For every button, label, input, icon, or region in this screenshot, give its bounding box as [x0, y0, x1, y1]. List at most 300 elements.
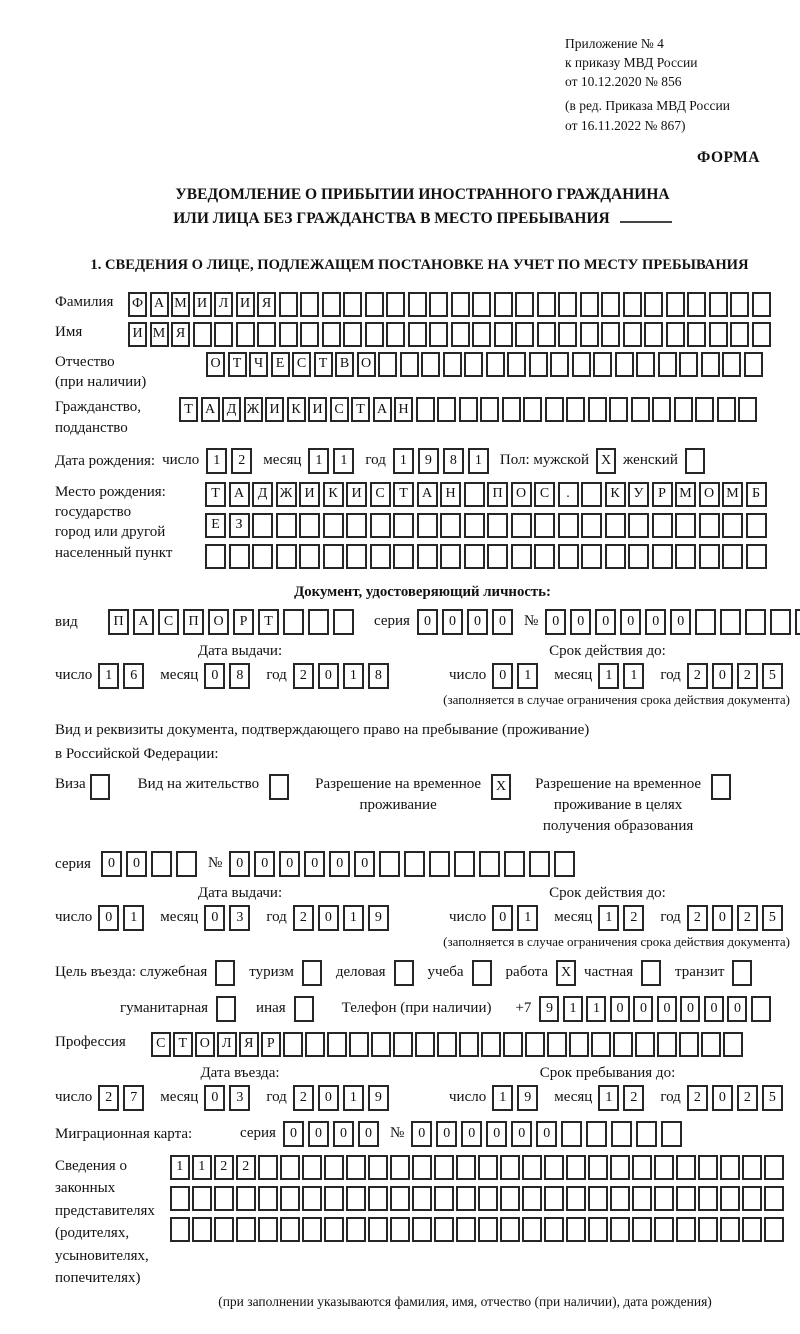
birth-place-boxes-row1-cell[interactable]: Ж: [276, 482, 297, 507]
profession-boxes-cell[interactable]: [635, 1032, 655, 1057]
birth-year-boxes-cell[interactable]: 1: [393, 448, 414, 474]
representatives-boxes-row3-cell[interactable]: [192, 1217, 212, 1242]
representatives-boxes-row1-cell[interactable]: [742, 1155, 762, 1180]
representatives-boxes-row3-cell[interactable]: [588, 1217, 608, 1242]
representatives-boxes-row3-cell[interactable]: [280, 1217, 300, 1242]
given-name-boxes-cell[interactable]: [494, 322, 513, 347]
representatives-boxes-row2-cell[interactable]: [566, 1186, 586, 1211]
birth-place-boxes-row1-cell[interactable]: Т: [393, 482, 414, 507]
surname-boxes-cell[interactable]: [515, 292, 534, 317]
given-name-boxes-cell[interactable]: [709, 322, 728, 347]
doc-kind-boxes-cell[interactable]: П: [183, 609, 204, 635]
doc-issue-year-boxes-cell[interactable]: 2: [293, 663, 314, 689]
given-name-boxes-cell[interactable]: [236, 322, 255, 347]
profession-boxes-cell[interactable]: О: [195, 1032, 215, 1057]
patronymic-boxes-cell[interactable]: [507, 352, 526, 377]
representatives-boxes-row3-cell[interactable]: [170, 1217, 190, 1242]
birth-place-boxes-row3-cell[interactable]: [534, 544, 555, 569]
purpose-humanitarian-checkbox-cell[interactable]: [216, 996, 236, 1022]
citizenship-boxes-cell[interactable]: Т: [179, 397, 198, 422]
birth-place-boxes-row3-cell[interactable]: [440, 544, 461, 569]
stay-year-boxes-cell[interactable]: 5: [762, 1085, 783, 1111]
phone-boxes-cell[interactable]: 0: [633, 996, 653, 1022]
surname-boxes-cell[interactable]: [408, 292, 427, 317]
stay-day-boxes-cell[interactable]: 9: [517, 1085, 538, 1111]
profession-boxes-cell[interactable]: [547, 1032, 567, 1057]
residence-number-boxes-cell[interactable]: [429, 851, 450, 877]
residence-valid-day-boxes-cell[interactable]: 0: [492, 905, 513, 931]
representatives-boxes-row1-cell[interactable]: [412, 1155, 432, 1180]
representatives-boxes-row3-cell[interactable]: [434, 1217, 454, 1242]
birth-place-boxes-row3-cell[interactable]: [652, 544, 673, 569]
doc-issue-day-boxes-cell[interactable]: 6: [123, 663, 144, 689]
patronymic-boxes-cell[interactable]: С: [292, 352, 311, 377]
given-name-boxes-cell[interactable]: И: [128, 322, 147, 347]
birth-place-boxes-row2-cell[interactable]: [558, 513, 579, 538]
citizenship-boxes-cell[interactable]: [437, 397, 456, 422]
given-name-boxes-cell[interactable]: [300, 322, 319, 347]
birth-place-boxes-row1-cell[interactable]: О: [699, 482, 720, 507]
citizenship-boxes-cell[interactable]: А: [373, 397, 392, 422]
profession-boxes-cell[interactable]: [679, 1032, 699, 1057]
doc-number-boxes-cell[interactable]: 0: [620, 609, 641, 635]
birth-place-boxes-row1-cell[interactable]: Б: [746, 482, 767, 507]
migration-number-boxes-cell[interactable]: 0: [511, 1121, 532, 1147]
profession-boxes-cell[interactable]: С: [151, 1032, 171, 1057]
doc-issue-day-boxes-cell[interactable]: 1: [98, 663, 119, 689]
phone-boxes-cell[interactable]: [751, 996, 771, 1022]
representatives-boxes-row3-cell[interactable]: [566, 1217, 586, 1242]
given-name-boxes-cell[interactable]: [429, 322, 448, 347]
doc-series-boxes-cell[interactable]: 0: [417, 609, 438, 635]
birth-year-boxes-cell[interactable]: 9: [418, 448, 439, 474]
citizenship-boxes-cell[interactable]: Т: [351, 397, 370, 422]
sex-male-checkbox-cell[interactable]: X: [596, 448, 616, 474]
option-residence-permit-checkbox-cell[interactable]: [269, 774, 289, 800]
birth-day-boxes-cell[interactable]: 2: [231, 448, 252, 474]
birth-place-boxes-row2-cell[interactable]: [299, 513, 320, 538]
birth-place-boxes-row1-cell[interactable]: У: [628, 482, 649, 507]
birth-place-boxes-row1-cell[interactable]: С: [370, 482, 391, 507]
given-name-boxes-cell[interactable]: [623, 322, 642, 347]
phone-boxes-cell[interactable]: 0: [680, 996, 700, 1022]
representatives-boxes-row1-cell[interactable]: [456, 1155, 476, 1180]
residence-number-boxes-cell[interactable]: [504, 851, 525, 877]
birth-place-boxes-row3-cell[interactable]: [628, 544, 649, 569]
doc-valid-year-boxes-cell[interactable]: 2: [687, 663, 708, 689]
surname-boxes-cell[interactable]: Л: [214, 292, 233, 317]
residence-number-boxes-cell[interactable]: 0: [329, 851, 350, 877]
stay-day-boxes-cell[interactable]: 1: [492, 1085, 513, 1111]
patronymic-boxes-cell[interactable]: [701, 352, 720, 377]
representatives-boxes-row1-cell[interactable]: 2: [236, 1155, 256, 1180]
representatives-boxes-row2-cell[interactable]: [346, 1186, 366, 1211]
doc-kind-boxes-cell[interactable]: П: [108, 609, 129, 635]
birth-month-boxes-cell[interactable]: 1: [333, 448, 354, 474]
patronymic-boxes-cell[interactable]: [658, 352, 677, 377]
entry-year-boxes-cell[interactable]: 0: [318, 1085, 339, 1111]
representatives-boxes-row1-cell[interactable]: [302, 1155, 322, 1180]
representatives-boxes-row1-cell[interactable]: [632, 1155, 652, 1180]
birth-place-boxes-row3-cell[interactable]: [511, 544, 532, 569]
doc-number-boxes-cell[interactable]: [695, 609, 716, 635]
birth-place-boxes-row2-cell[interactable]: [699, 513, 720, 538]
migration-series-boxes-cell[interactable]: 0: [333, 1121, 354, 1147]
residence-number-boxes-cell[interactable]: [379, 851, 400, 877]
birth-place-boxes-row1-cell[interactable]: П: [487, 482, 508, 507]
birth-place-boxes-row1-cell[interactable]: Т: [205, 482, 226, 507]
representatives-boxes-row3-cell[interactable]: [412, 1217, 432, 1242]
residence-issue-day-boxes-cell[interactable]: 0: [98, 905, 119, 931]
surname-boxes-cell[interactable]: [730, 292, 749, 317]
profession-boxes-cell[interactable]: [327, 1032, 347, 1057]
residence-valid-year-boxes-cell[interactable]: 2: [737, 905, 758, 931]
birth-place-boxes-row1-cell[interactable]: А: [417, 482, 438, 507]
profession-boxes-cell[interactable]: [569, 1032, 589, 1057]
surname-boxes-cell[interactable]: [472, 292, 491, 317]
sex-female-checkbox-cell[interactable]: [685, 448, 705, 474]
migration-number-boxes-cell[interactable]: 0: [411, 1121, 432, 1147]
citizenship-boxes-cell[interactable]: [480, 397, 499, 422]
doc-number-boxes-cell[interactable]: [770, 609, 791, 635]
entry-day-boxes-cell[interactable]: 2: [98, 1085, 119, 1111]
patronymic-boxes-cell[interactable]: Е: [271, 352, 290, 377]
birth-place-boxes-row2-cell[interactable]: [722, 513, 743, 538]
doc-kind-boxes-cell[interactable]: О: [208, 609, 229, 635]
doc-number-boxes-cell[interactable]: 0: [545, 609, 566, 635]
citizenship-boxes-cell[interactable]: [545, 397, 564, 422]
representatives-boxes-row3-cell[interactable]: [742, 1217, 762, 1242]
representatives-boxes-row2-cell[interactable]: [324, 1186, 344, 1211]
representatives-boxes-row3-cell[interactable]: [390, 1217, 410, 1242]
residence-valid-month-boxes-cell[interactable]: 2: [623, 905, 644, 931]
profession-boxes-cell[interactable]: [481, 1032, 501, 1057]
birth-place-boxes-row1-cell[interactable]: [464, 482, 485, 507]
doc-issue-year-boxes-cell[interactable]: 1: [343, 663, 364, 689]
phone-boxes-cell[interactable]: 9: [539, 996, 559, 1022]
doc-valid-month-boxes-cell[interactable]: 1: [623, 663, 644, 689]
birth-place-boxes-row1-cell[interactable]: .: [558, 482, 579, 507]
citizenship-boxes-cell[interactable]: [588, 397, 607, 422]
citizenship-boxes-cell[interactable]: С: [330, 397, 349, 422]
representatives-boxes-row1-cell[interactable]: 1: [192, 1155, 212, 1180]
profession-boxes-cell[interactable]: [591, 1032, 611, 1057]
representatives-boxes-row1-cell[interactable]: [764, 1155, 784, 1180]
birth-place-boxes-row3-cell[interactable]: [605, 544, 626, 569]
doc-series-boxes-cell[interactable]: 0: [442, 609, 463, 635]
representatives-boxes-row3-cell[interactable]: [654, 1217, 674, 1242]
birth-day-boxes-cell[interactable]: 1: [206, 448, 227, 474]
given-name-boxes-cell[interactable]: М: [150, 322, 169, 347]
citizenship-boxes-cell[interactable]: [717, 397, 736, 422]
residence-valid-year-boxes-cell[interactable]: 2: [687, 905, 708, 931]
representatives-boxes-row2-cell[interactable]: [698, 1186, 718, 1211]
birth-place-boxes-row2-cell[interactable]: [252, 513, 273, 538]
representatives-boxes-row1-cell[interactable]: [720, 1155, 740, 1180]
patronymic-boxes-cell[interactable]: [615, 352, 634, 377]
representatives-boxes-row2-cell[interactable]: [522, 1186, 542, 1211]
citizenship-boxes-cell[interactable]: [502, 397, 521, 422]
surname-boxes-cell[interactable]: И: [236, 292, 255, 317]
surname-boxes-cell[interactable]: [537, 292, 556, 317]
given-name-boxes-cell[interactable]: [193, 322, 212, 347]
phone-boxes-cell[interactable]: 0: [657, 996, 677, 1022]
birth-place-boxes-row2-cell[interactable]: [370, 513, 391, 538]
given-name-boxes-cell[interactable]: [601, 322, 620, 347]
doc-number-boxes-cell[interactable]: [795, 609, 800, 635]
patronymic-boxes-cell[interactable]: [400, 352, 419, 377]
representatives-boxes-row2-cell[interactable]: [632, 1186, 652, 1211]
representatives-boxes-row1-cell[interactable]: [390, 1155, 410, 1180]
phone-boxes-cell[interactable]: 0: [610, 996, 630, 1022]
profession-boxes-cell[interactable]: [503, 1032, 523, 1057]
profession-boxes-cell[interactable]: Т: [173, 1032, 193, 1057]
citizenship-boxes-cell[interactable]: [416, 397, 435, 422]
citizenship-boxes-cell[interactable]: Н: [394, 397, 413, 422]
birth-place-boxes-row2-cell[interactable]: [440, 513, 461, 538]
doc-valid-day-boxes-cell[interactable]: 0: [492, 663, 513, 689]
given-name-boxes-cell[interactable]: [730, 322, 749, 347]
entry-year-boxes-cell[interactable]: 2: [293, 1085, 314, 1111]
citizenship-boxes-cell[interactable]: Ж: [244, 397, 263, 422]
patronymic-boxes-cell[interactable]: [722, 352, 741, 377]
patronymic-boxes-cell[interactable]: О: [206, 352, 225, 377]
residence-number-boxes-cell[interactable]: 0: [304, 851, 325, 877]
profession-boxes-cell[interactable]: Я: [239, 1032, 259, 1057]
representatives-boxes-row3-cell[interactable]: [346, 1217, 366, 1242]
representatives-boxes-row1-cell[interactable]: [676, 1155, 696, 1180]
surname-boxes-cell[interactable]: [322, 292, 341, 317]
birth-place-boxes-row3-cell[interactable]: [393, 544, 414, 569]
patronymic-boxes-cell[interactable]: Т: [228, 352, 247, 377]
surname-boxes-cell[interactable]: Я: [257, 292, 276, 317]
profession-boxes-cell[interactable]: Л: [217, 1032, 237, 1057]
residence-number-boxes-cell[interactable]: 0: [279, 851, 300, 877]
residence-issue-year-boxes-cell[interactable]: 9: [368, 905, 389, 931]
purpose-work-checkbox-cell[interactable]: X: [556, 960, 576, 986]
doc-valid-day-boxes-cell[interactable]: 1: [517, 663, 538, 689]
stay-month-boxes-cell[interactable]: 2: [623, 1085, 644, 1111]
residence-number-boxes-cell[interactable]: [404, 851, 425, 877]
migration-number-boxes-cell[interactable]: 0: [536, 1121, 557, 1147]
birth-place-boxes-row2-cell[interactable]: [652, 513, 673, 538]
birth-place-boxes-row3-cell[interactable]: [252, 544, 273, 569]
migration-number-boxes-cell[interactable]: 0: [436, 1121, 457, 1147]
residence-number-boxes-cell[interactable]: 0: [254, 851, 275, 877]
doc-number-boxes-cell[interactable]: 0: [595, 609, 616, 635]
migration-number-boxes-cell[interactable]: 0: [486, 1121, 507, 1147]
purpose-study-checkbox-cell[interactable]: [472, 960, 492, 986]
migration-series-boxes-cell[interactable]: 0: [308, 1121, 329, 1147]
citizenship-boxes-cell[interactable]: [695, 397, 714, 422]
phone-boxes-cell[interactable]: 0: [704, 996, 724, 1022]
representatives-boxes-row1-cell[interactable]: [610, 1155, 630, 1180]
surname-boxes-cell[interactable]: [365, 292, 384, 317]
profession-boxes-cell[interactable]: [349, 1032, 369, 1057]
representatives-boxes-row2-cell[interactable]: [764, 1186, 784, 1211]
representatives-boxes-row3-cell[interactable]: [698, 1217, 718, 1242]
surname-boxes-cell[interactable]: [279, 292, 298, 317]
surname-boxes-cell[interactable]: [644, 292, 663, 317]
doc-issue-month-boxes-cell[interactable]: 8: [229, 663, 250, 689]
surname-boxes-cell[interactable]: [300, 292, 319, 317]
given-name-boxes-cell[interactable]: [386, 322, 405, 347]
phone-boxes-cell[interactable]: 1: [586, 996, 606, 1022]
representatives-boxes-row3-cell[interactable]: [500, 1217, 520, 1242]
birth-year-boxes-cell[interactable]: 1: [468, 448, 489, 474]
surname-boxes-cell[interactable]: [494, 292, 513, 317]
doc-kind-boxes-cell[interactable]: [308, 609, 329, 635]
surname-boxes-cell[interactable]: И: [193, 292, 212, 317]
birth-place-boxes-row2-cell[interactable]: [675, 513, 696, 538]
migration-number-boxes-cell[interactable]: [636, 1121, 657, 1147]
surname-boxes-cell[interactable]: [386, 292, 405, 317]
doc-issue-month-boxes-cell[interactable]: 0: [204, 663, 225, 689]
surname-boxes-cell[interactable]: [451, 292, 470, 317]
representatives-boxes-row1-cell[interactable]: 1: [170, 1155, 190, 1180]
representatives-boxes-row2-cell[interactable]: [192, 1186, 212, 1211]
representatives-boxes-row2-cell[interactable]: [500, 1186, 520, 1211]
citizenship-boxes-cell[interactable]: [652, 397, 671, 422]
given-name-boxes-cell[interactable]: [408, 322, 427, 347]
given-name-boxes-cell[interactable]: [687, 322, 706, 347]
representatives-boxes-row2-cell[interactable]: [610, 1186, 630, 1211]
residence-valid-month-boxes-cell[interactable]: 1: [598, 905, 619, 931]
birth-place-boxes-row2-cell[interactable]: [393, 513, 414, 538]
entry-day-boxes-cell[interactable]: 7: [123, 1085, 144, 1111]
given-name-boxes-cell[interactable]: [472, 322, 491, 347]
representatives-boxes-row2-cell[interactable]: [258, 1186, 278, 1211]
birth-place-boxes-row1-cell[interactable]: К: [323, 482, 344, 507]
purpose-business-checkbox-cell[interactable]: [215, 960, 235, 986]
representatives-boxes-row3-cell[interactable]: [324, 1217, 344, 1242]
birth-place-boxes-row3-cell[interactable]: [558, 544, 579, 569]
doc-kind-boxes-cell[interactable]: [283, 609, 304, 635]
birth-place-boxes-row3-cell[interactable]: [675, 544, 696, 569]
profession-boxes-cell[interactable]: [415, 1032, 435, 1057]
doc-issue-year-boxes-cell[interactable]: 8: [368, 663, 389, 689]
purpose-tourism-checkbox-cell[interactable]: [302, 960, 322, 986]
phone-boxes-cell[interactable]: 0: [727, 996, 747, 1022]
patronymic-boxes-cell[interactable]: [593, 352, 612, 377]
profession-boxes-cell[interactable]: [371, 1032, 391, 1057]
representatives-boxes-row2-cell[interactable]: [302, 1186, 322, 1211]
representatives-boxes-row2-cell[interactable]: [170, 1186, 190, 1211]
citizenship-boxes-cell[interactable]: [459, 397, 478, 422]
profession-boxes-cell[interactable]: [723, 1032, 743, 1057]
birth-place-boxes-row2-cell[interactable]: [346, 513, 367, 538]
residence-series-boxes-cell[interactable]: [176, 851, 197, 877]
option-visa-checkbox-cell[interactable]: [90, 774, 110, 800]
residence-issue-year-boxes-cell[interactable]: 2: [293, 905, 314, 931]
birth-place-boxes-row2-cell[interactable]: [323, 513, 344, 538]
residence-issue-month-boxes-cell[interactable]: 3: [229, 905, 250, 931]
residence-issue-day-boxes-cell[interactable]: 1: [123, 905, 144, 931]
representatives-boxes-row1-cell[interactable]: [698, 1155, 718, 1180]
representatives-boxes-row2-cell[interactable]: [390, 1186, 410, 1211]
residence-number-boxes-cell[interactable]: [554, 851, 575, 877]
representatives-boxes-row2-cell[interactable]: [214, 1186, 234, 1211]
representatives-boxes-row3-cell[interactable]: [236, 1217, 256, 1242]
given-name-boxes-cell[interactable]: [279, 322, 298, 347]
doc-kind-boxes-cell[interactable]: [333, 609, 354, 635]
residence-valid-year-boxes-cell[interactable]: 5: [762, 905, 783, 931]
patronymic-boxes-cell[interactable]: [572, 352, 591, 377]
given-name-boxes-cell[interactable]: [343, 322, 362, 347]
citizenship-boxes-cell[interactable]: К: [287, 397, 306, 422]
birth-place-boxes-row2-cell[interactable]: [417, 513, 438, 538]
birth-place-boxes-row3-cell[interactable]: [229, 544, 250, 569]
birth-place-boxes-row3-cell[interactable]: [487, 544, 508, 569]
representatives-boxes-row3-cell[interactable]: [676, 1217, 696, 1242]
patronymic-boxes-cell[interactable]: [679, 352, 698, 377]
citizenship-boxes-cell[interactable]: [674, 397, 693, 422]
representatives-boxes-row3-cell[interactable]: [258, 1217, 278, 1242]
patronymic-boxes-cell[interactable]: Ч: [249, 352, 268, 377]
doc-issue-year-boxes-cell[interactable]: 0: [318, 663, 339, 689]
given-name-boxes-cell[interactable]: [558, 322, 577, 347]
profession-boxes-cell[interactable]: [305, 1032, 325, 1057]
phone-boxes-cell[interactable]: 1: [563, 996, 583, 1022]
birth-place-boxes-row2-cell[interactable]: [511, 513, 532, 538]
birth-place-boxes-row3-cell[interactable]: [323, 544, 344, 569]
birth-place-boxes-row3-cell[interactable]: [299, 544, 320, 569]
residence-number-boxes-cell[interactable]: 0: [354, 851, 375, 877]
birth-month-boxes-cell[interactable]: 1: [308, 448, 329, 474]
doc-kind-boxes-cell[interactable]: С: [158, 609, 179, 635]
birth-place-boxes-row1-cell[interactable]: А: [229, 482, 250, 507]
birth-place-boxes-row2-cell[interactable]: [487, 513, 508, 538]
option-temp-residence-education-checkbox-cell[interactable]: [711, 774, 731, 800]
residence-number-boxes-cell[interactable]: [454, 851, 475, 877]
representatives-boxes-row2-cell[interactable]: [654, 1186, 674, 1211]
birth-place-boxes-row1-cell[interactable]: Н: [440, 482, 461, 507]
representatives-boxes-row3-cell[interactable]: [478, 1217, 498, 1242]
residence-issue-month-boxes-cell[interactable]: 0: [204, 905, 225, 931]
residence-issue-year-boxes-cell[interactable]: 1: [343, 905, 364, 931]
representatives-boxes-row1-cell[interactable]: [588, 1155, 608, 1180]
given-name-boxes-cell[interactable]: [580, 322, 599, 347]
representatives-boxes-row3-cell[interactable]: [302, 1217, 322, 1242]
birth-place-boxes-row1-cell[interactable]: М: [675, 482, 696, 507]
given-name-boxes-cell[interactable]: [214, 322, 233, 347]
surname-boxes-cell[interactable]: Ф: [128, 292, 147, 317]
residence-valid-day-boxes-cell[interactable]: 1: [517, 905, 538, 931]
entry-month-boxes-cell[interactable]: 3: [229, 1085, 250, 1111]
purpose-transit-checkbox-cell[interactable]: [732, 960, 752, 986]
purpose-other-checkbox-cell[interactable]: [294, 996, 314, 1022]
purpose-private-checkbox-cell[interactable]: [641, 960, 661, 986]
patronymic-boxes-cell[interactable]: [744, 352, 763, 377]
migration-number-boxes-cell[interactable]: 0: [461, 1121, 482, 1147]
representatives-boxes-row1-cell[interactable]: [434, 1155, 454, 1180]
given-name-boxes-cell[interactable]: Я: [171, 322, 190, 347]
representatives-boxes-row2-cell[interactable]: [742, 1186, 762, 1211]
surname-boxes-cell[interactable]: [623, 292, 642, 317]
residence-series-boxes-cell[interactable]: 0: [126, 851, 147, 877]
profession-boxes-cell[interactable]: [613, 1032, 633, 1057]
entry-year-boxes-cell[interactable]: 1: [343, 1085, 364, 1111]
birth-place-boxes-row1-cell[interactable]: И: [346, 482, 367, 507]
citizenship-boxes-cell[interactable]: А: [201, 397, 220, 422]
migration-number-boxes-cell[interactable]: [661, 1121, 682, 1147]
surname-boxes-cell[interactable]: [580, 292, 599, 317]
given-name-boxes-cell[interactable]: [752, 322, 771, 347]
given-name-boxes-cell[interactable]: [322, 322, 341, 347]
patronymic-boxes-cell[interactable]: [421, 352, 440, 377]
birth-year-boxes-cell[interactable]: 8: [443, 448, 464, 474]
patronymic-boxes-cell[interactable]: Т: [314, 352, 333, 377]
